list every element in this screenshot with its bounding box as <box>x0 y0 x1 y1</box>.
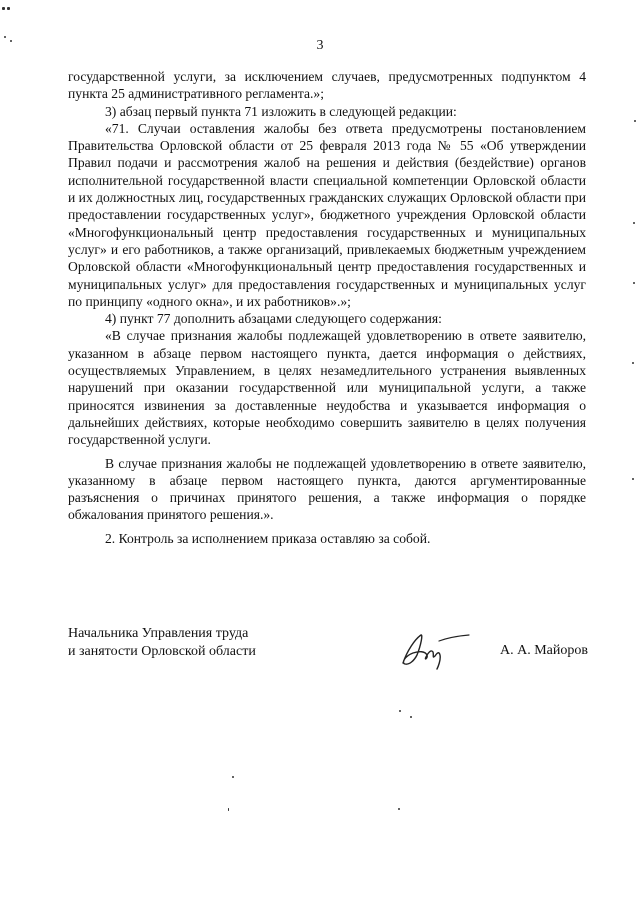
paragraph: государственной услуги, за исключением случаев, предусмотренных подпунктом 4 пункта 25 административного регламента.»; <box>68 69 586 102</box>
signer-title <box>68 625 256 661</box>
scan-speck <box>7 7 10 10</box>
scan-speck <box>2 7 5 10</box>
paragraph: В случае признания жалобы не подлежащей удовлетворению в ответе заявителю, указанному в абзаце первом настоящего пункта, даются аргументированные разъяснения о причинах принятого решения, а также информация о порядке обжалования принятого решения.». <box>68 455 586 523</box>
signer-name: А. А. Майоров <box>500 643 588 658</box>
paragraph: 2. Контроль за исполнением приказа оставляю за собой. <box>105 530 431 546</box>
scan-speck <box>632 478 634 480</box>
signer-title-line: Начальника Управления труда <box>68 626 249 641</box>
paragraph: 4) пункт 77 дополнить абзацами следующего содержания: <box>105 311 442 327</box>
signature-block <box>68 625 588 675</box>
scan-speck <box>633 282 635 284</box>
scan-speck <box>633 222 635 224</box>
paragraph: «71. Случаи оставления жалобы без ответа предусмотрены постановлением Правительства Орловской области от 25 февраля 2013 года № 55 «Об утверждении Правил подачи и рассмотрения жалоб на решения и действия (бездействие) органов исполнительной государственной власти специальной компетенции Орловской области и их должностных лиц, государственных гражданских служащих Орловской области при предоставлении государственных услуг», бюджетного учреждения Орловской области «Многофункциональный центр предоставления государственных и муниципальных услуг» и его работников, а также организаций, привлекаемых бюджетным учреждением Орловской области «Многофункциональный центр предоставления государственных и муниципальных услуг» для предоставления государственных и муниципальных услуг по принципу «одного окна», и их работников».»; <box>68 120 586 309</box>
paragraph: 3) абзац первый пункта 71 изложить в следующей редакции: <box>105 103 457 119</box>
scan-speck <box>634 120 636 122</box>
document-body <box>68 68 586 547</box>
signer-title-line: и занятости Орловской области <box>68 644 256 659</box>
scan-speck <box>410 716 412 718</box>
scan-speck <box>228 808 229 811</box>
handwritten-signature <box>395 625 475 671</box>
paragraph: «В случае признания жалобы подлежащей удовлетворению в ответе заявителю, указанном в абзаце первом настоящего пункта, дается информация о действиях, осуществляемых Управлением, в целях незамедлительного устранения выявленных нарушений при оказании государственной или муниципальной услуги, а также приносятся извинения за доставленные неудобства и указывается информация о дальнейших действиях, которые необходимо совершить заявителю в целях получения государственной услуги. <box>68 328 586 448</box>
scan-speck <box>398 808 400 810</box>
scan-speck <box>232 776 234 778</box>
scan-speck <box>632 362 634 364</box>
scan-speck <box>399 710 401 712</box>
page-number: 3 <box>316 38 324 53</box>
